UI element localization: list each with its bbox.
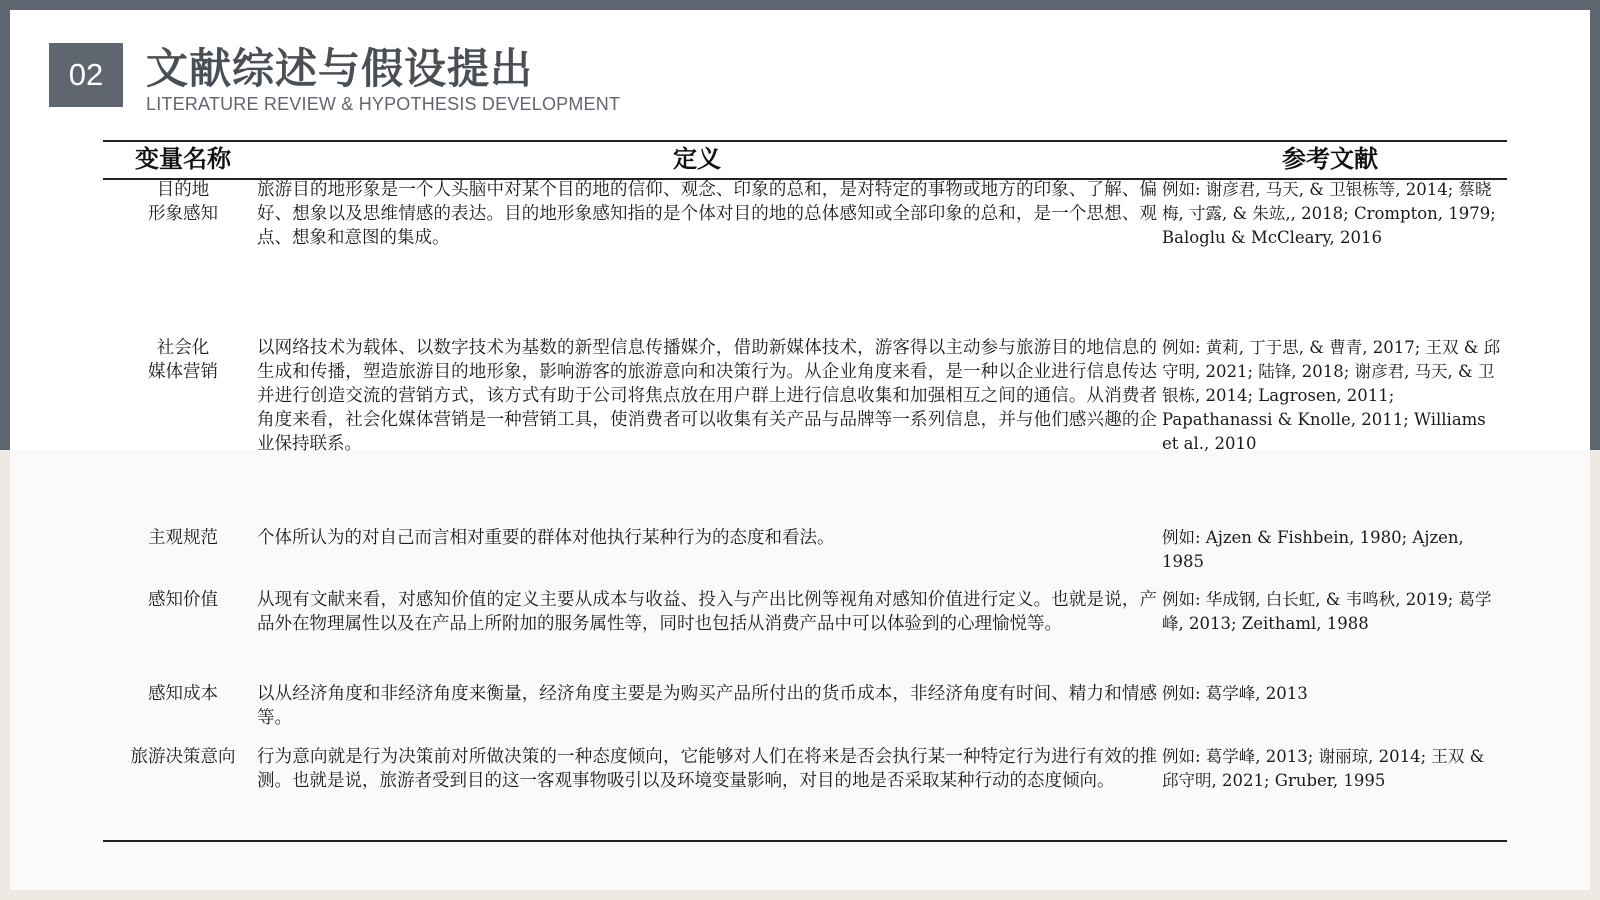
variable-name: 主观规范 (148, 528, 218, 548)
variable-references: 例如: 黄莉, 丁于思, & 曹青, 2017; 王双 & 邱守明, 2021; 陆锋, 2018; 谢彦君, 马天, & 卫银栋, 2014; Lagrosen, 2011; Papathanassi & Knolle, 2011; Williams et al., 2010 (1162, 338, 1501, 453)
variable-name: 感知成本 (148, 684, 218, 704)
variable-definition: 从现有文献来看，对感知价值的定义主要从成本与收益、投入与产出比例等视角对感知价值进行定义。也就是说，产品外在物理属性以及在产品上所附加的服务属性等，同时也包括从消费产品中可以体验到的心理愉悦等。 (257, 590, 1157, 634)
variable-name: 旅游决策意向 (130, 747, 236, 767)
variable-references: 例如: Ajzen & Fishbein, 1980; Ajzen, 1985 (1162, 528, 1464, 571)
variable-name: 感知价值 (148, 590, 218, 610)
slide-background-tint (10, 450, 1590, 890)
variable-name: 目的地 形象感知 (148, 180, 218, 224)
variable-references: 例如: 葛学峰, 2013 (1162, 684, 1308, 703)
section-number-badge: 02 (49, 43, 123, 107)
column-header-variable: 变量名称 (135, 145, 231, 173)
page-subtitle: LITERATURE REVIEW & HYPOTHESIS DEVELOPMENT (146, 94, 621, 114)
column-header-references: 参考文献 (1282, 145, 1378, 173)
variable-definition: 以网络技术为载体、以数字技术为基数的新型信息传播媒介，借助新媒体技术，游客得以主动参与旅游目的地信息的生成和传播，塑造旅游目的地形象，影响游客的旅游意向和决策行为。从企业角度来看，是一种以企业进行信息传达并进行创造交流的营销方式，该方式有助于公司将焦点放在用户群上进行信息收集和加强相互之间的通信。从消费者角度来看，社会化媒体营销是一种营销工具，使消费者可以收集有关产品与品牌等一系列信息，并与他们感兴趣的企业保持联系。 (257, 338, 1157, 454)
variable-definition: 以从经济角度和非经济角度来衡量，经济角度主要是为购买产品所付出的货币成本，非经济角度有时间、精力和情感等。 (257, 684, 1157, 728)
variable-definition: 行为意向就是行为决策前对所做决策的一种态度倾向，它能够对人们在将来是否会执行某一种特定行为进行有效的推测。也就是说，旅游者受到目的这一客观事物吸引以及环境变量影响，对目的地是否采取某种行动的态度倾向。 (257, 747, 1157, 791)
variable-definition: 旅游目的地形象是一个人头脑中对某个目的地的信仰、观念、印象的总和，是对特定的事物或地方的印象、了解、偏好、想象以及思维情感的表达。目的地形象感知指的是个体对目的地的总体感知或全部印象的总和，是一个思想、观点、想象和意图的集成。 (257, 180, 1157, 248)
variable-definition: 个体所认为的对自己而言相对重要的群体对他执行某种行为的态度和看法。 (257, 528, 835, 548)
page-title: 文献综述与假设提出 (146, 44, 534, 93)
variable-name: 社会化 媒体营销 (148, 338, 218, 382)
table-bottom-rule (103, 840, 1507, 842)
slide (10, 10, 1590, 890)
variable-references: 例如: 华成钢, 白长虹, & 韦鸣秋, 2019; 葛学峰, 2013; Zeithaml, 1988 (1162, 590, 1492, 633)
variable-references: 例如: 葛学峰, 2013; 谢丽琼, 2014; 王双 & 邱守明, 2021; Gruber, 1995 (1162, 747, 1485, 790)
variable-references: 例如: 谢彦君, 马天, & 卫银栋等, 2014; 蔡晓梅, 寸露, & 朱竑,, 2018; Crompton, 1979; Baloglu & McCleary, 2016 (1162, 180, 1496, 247)
column-header-definition: 定义 (673, 145, 721, 173)
